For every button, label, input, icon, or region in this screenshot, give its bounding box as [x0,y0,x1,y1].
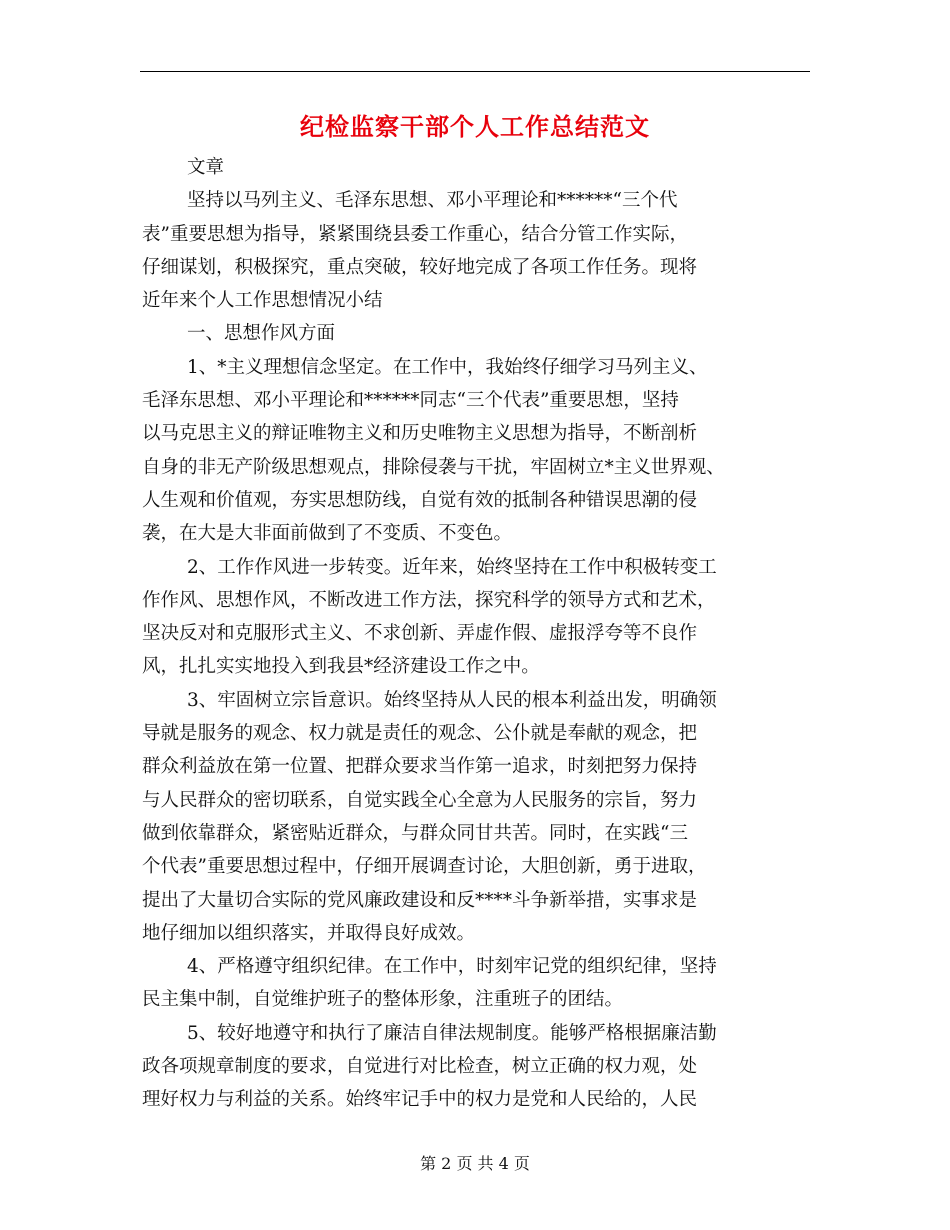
text-line: 坚决反对和克服形式主义、不求创新、弄虚作假、虚报浮夸等不良作 [142,623,698,645]
text-line: 个代表”重要思想过程中，仔细开展调查讨论，大胆创新，勇于进取， [142,856,707,878]
document-body [142,151,814,1117]
text-line: 群众利益放在第一位置、把群众要求当作第一追求，时刻把努力保持 [142,756,698,778]
text-line: 以马克思主义的辩证唯物主义和历史唯物主义思想为指导，不断剖析 [142,423,698,445]
text-line: 毛泽东思想、邓小平理论和******同志“三个代表”重要思想，坚持 [142,390,679,412]
text-line: 1、*主义理想信念坚定。在工作中，我始终仔细学习马列主义、 [187,356,708,378]
text-line: 与人民群众的密切联系，自觉实践全心全意为人民服务的宗旨，努力 [142,789,698,811]
text-line: 表”重要思想为指导，紧紧围绕县委工作重心，结合分管工作实际， [142,223,688,245]
text-line: 地仔细加以组织落实，并取得良好成效。 [142,922,476,944]
text-line: 提出了大量切合实际的党风廉政建设和反****斗争新举措，实事求是 [142,889,698,911]
text-line: 一、思想作风方面 [187,323,336,345]
text-line: 3、牢固树立宗旨意识。始终坚持从人民的根本利益出发，明确领 [187,689,717,711]
text-line: 风，扎扎实实地投入到我县*经济建设工作之中。 [142,656,540,678]
text-line: 理好权力与利益的关系。始终牢记手中的权力是党和人民给的，人民 [142,1089,698,1111]
text-line: 人生观和价值观，夯实思想防线，自觉有效的抵制各种错误思潮的侵 [142,489,698,511]
text-line: 袭，在大是大非面前做到了不变质、不变色。 [142,523,513,545]
page-footer: 第 2 页 共 4 页 [420,1154,530,1173]
text-line: 导就是服务的观念、权力就是责任的观念、公仆就是奉献的观念，把 [142,723,698,745]
text-line: 4、严格遵守组织纪律。在工作中，时刻牢记党的组织纪律，坚持 [187,956,717,978]
text-line: 仔细谋划，积极探究，重点突破，较好地完成了各项工作任务。现将 [142,256,698,278]
text-line: 做到依靠群众，紧密贴近群众，与群众同甘共苦。同时，在实践“三 [142,822,688,844]
text-line: 自身的非无产阶级思想观点，排除侵袭与干扰，牢固树立*主义世界观、 [142,456,725,478]
text-line: 坚持以马列主义、毛泽东思想、邓小平理论和******“三个代 [187,190,678,212]
text-line: 作作风、思想作风，不断改进工作方法，探究科学的领导方式和艺术， [142,589,716,611]
document-title: 纪检监察干部个人工作总结范文 [300,112,650,141]
text-line: 政各项规章制度的要求，自觉进行对比检查，树立正确的权力观，处 [142,1056,698,1078]
text-line: 近年来个人工作思想情况小结 [142,290,383,312]
text-line: 民主集中制，自觉维护班子的整体形象，注重班子的团结。 [142,989,624,1011]
text-line: 2、工作作风进一步转变。近年来，始终坚持在工作中积极转变工 [187,556,717,578]
text-line: 文章 [187,157,225,178]
text-line: 5、较好地遵守和执行了廉洁自律法规制度。能够严格根据廉洁勤 [187,1022,717,1044]
header-rule [140,71,810,72]
